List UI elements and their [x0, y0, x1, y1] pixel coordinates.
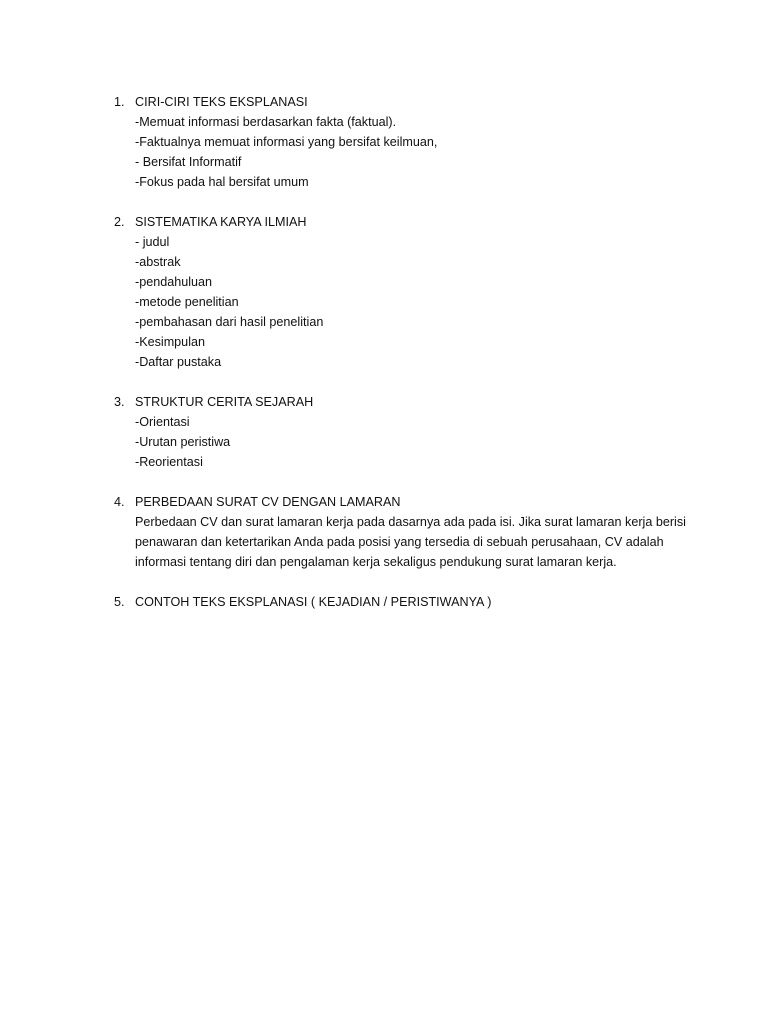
- numbered-list: [114, 92, 704, 632]
- list-item-ciri-ciri: [114, 92, 704, 192]
- list-number: 3.: [114, 395, 125, 409]
- item-heading: CIRI-CIRI TEKS EKSPLANASI: [135, 95, 308, 109]
- item-heading: CONTOH TEKS EKSPLANASI ( KEJADIAN / PERISTIWANYA ): [135, 595, 492, 609]
- item-line: -Daftar pustaka: [135, 355, 222, 369]
- item-line: -Fokus pada hal bersifat umum: [135, 175, 309, 189]
- item-line: -Kesimpulan: [135, 335, 205, 349]
- item-line: - Bersifat Informatif: [135, 155, 242, 169]
- item-line: - judul: [135, 235, 170, 249]
- list-item-body: [135, 212, 704, 372]
- list-item-body: [135, 92, 704, 192]
- item-line: -pendahuluan: [135, 275, 213, 289]
- list-number: 5.: [114, 595, 125, 609]
- list-item-body: [135, 592, 704, 612]
- item-line: -abstrak: [135, 255, 181, 269]
- item-line: -Reorientasi: [135, 455, 203, 469]
- item-line: -Faktualnya memuat informasi yang bersifat keilmuan,: [135, 135, 438, 149]
- list-number: 4.: [114, 495, 125, 509]
- list-item-contoh: [114, 592, 704, 612]
- item-line: -Urutan peristiwa: [135, 435, 231, 449]
- list-item-body: [135, 392, 704, 472]
- item-heading: SISTEMATIKA KARYA ILMIAH: [135, 215, 307, 229]
- item-heading: STRUKTUR CERITA SEJARAH: [135, 395, 314, 409]
- item-line: -metode penelitian: [135, 295, 239, 309]
- list-number: 1.: [114, 95, 125, 109]
- list-number: 2.: [114, 215, 125, 229]
- item-heading: PERBEDAAN SURAT CV DENGAN LAMARAN: [135, 495, 401, 509]
- list-item-struktur: [114, 392, 704, 472]
- item-line: -pembahasan dari hasil penelitian: [135, 315, 324, 329]
- list-item-body: [135, 492, 704, 572]
- item-line: -Memuat informasi berdasarkan fakta (faktual).: [135, 115, 397, 129]
- item-paragraph: Perbedaan CV dan surat lamaran kerja pada dasarnya ada pada isi. Jika surat lamaran kerja berisi penawaran dan ketertarikan Anda pada posisi yang tersedia di sebuah perusahaan, CV adalah informasi tentang diri dan pengalaman kerja sekaligus pendukung surat lamaran kerja.: [135, 515, 686, 569]
- list-item-sistematika: [114, 212, 704, 372]
- item-line: -Orientasi: [135, 415, 190, 429]
- list-item-perbedaan: [114, 492, 704, 572]
